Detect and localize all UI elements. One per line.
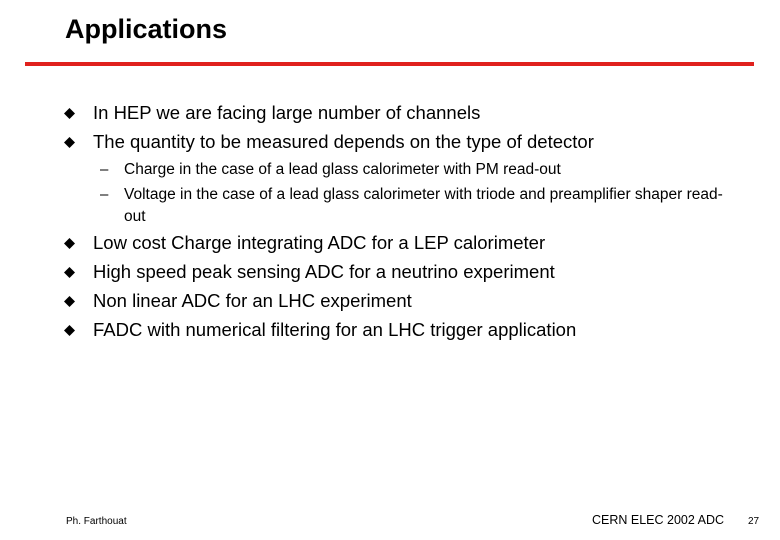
bullet-text: The quantity to be measured depends on the type of detector <box>93 131 594 152</box>
bullet-text: In HEP we are facing large number of channels <box>93 102 481 123</box>
slide-title: Applications <box>65 14 228 44</box>
bullet-text: High speed peak sensing ADC for a neutrino experiment <box>93 261 555 282</box>
bullet-item <box>64 100 480 126</box>
page-number: 27 <box>748 516 760 527</box>
title-underline <box>25 62 754 66</box>
bullet-item <box>64 288 412 314</box>
diamond-bullet-icon <box>64 137 75 148</box>
bullet-item <box>64 230 545 256</box>
diamond-bullet-icon <box>64 296 75 307</box>
diamond-bullet-icon <box>64 325 75 336</box>
bullet-item <box>64 129 594 155</box>
sub-bullet-text: Voltage in the case of a lead glass calorimeter with triode and preamplifier shaper read-out <box>124 186 723 225</box>
dash-marker: – <box>100 186 109 203</box>
sub-bullet-text: Charge in the case of a lead glass calorimeter with PM read-out <box>124 161 561 178</box>
diamond-bullet-icon <box>64 238 75 249</box>
bullet-text: Non linear ADC for an LHC experiment <box>93 290 412 311</box>
footer-author: Ph. Farthouat <box>66 516 127 527</box>
footer-event: CERN ELEC 2002 ADC <box>592 513 725 527</box>
sub-bullet-item <box>100 159 734 181</box>
bullet-text: FADC with numerical filtering for an LHC trigger application <box>93 319 577 340</box>
diamond-bullet-icon <box>64 108 75 119</box>
diamond-bullet-icon <box>64 267 75 278</box>
sub-bullet-item <box>100 184 734 228</box>
bullet-item <box>64 317 576 343</box>
bullet-item <box>64 259 555 285</box>
dash-marker: – <box>100 161 109 178</box>
bullet-text: Low cost Charge integrating ADC for a LEP calorimeter <box>93 232 546 253</box>
